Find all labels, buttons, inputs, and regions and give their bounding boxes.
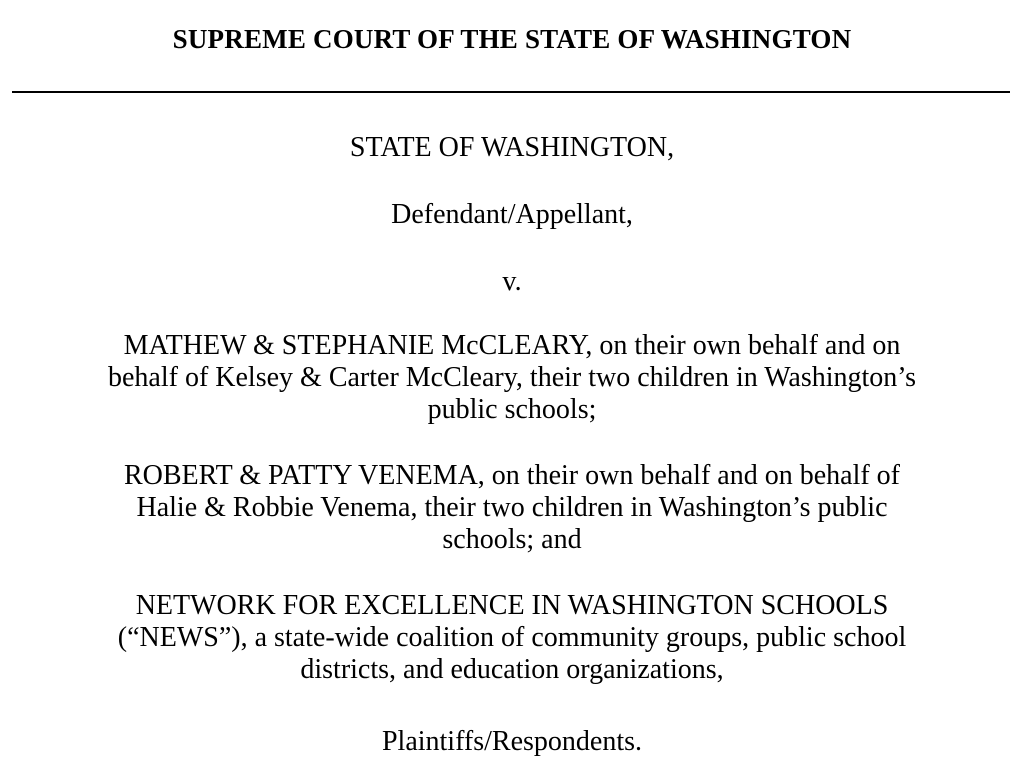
respondent-line: Halie & Robbie Venema, their two children in Washington’s public	[136, 492, 888, 523]
respondent-line: ROBERT & PATTY VENEMA, on their own behalf and on behalf of	[123, 460, 900, 491]
versus-label: v.	[502, 266, 522, 297]
appellant-name: STATE OF WASHINGTON,	[349, 132, 675, 163]
respondent-line: (“NEWS”), a state-wide coalition of community groups, public school	[117, 622, 907, 653]
title-divider	[12, 91, 1010, 93]
respondent-line: schools; and	[442, 524, 582, 555]
respondent-line: districts, and education organizations,	[300, 654, 724, 685]
respondent-line: NETWORK FOR EXCELLENCE IN WASHINGTON SCHOOLS	[135, 590, 889, 621]
respondent-mccleary	[0, 330, 1024, 426]
respondent-venema	[0, 460, 1024, 556]
respondent-line: public schools;	[427, 394, 597, 425]
appellant-role: Defendant/Appellant,	[391, 199, 633, 230]
respondent-role: Plaintiffs/Respondents.	[381, 726, 643, 757]
respondent-line: MATHEW & STEPHANIE McCLEARY, on their own behalf and on	[123, 330, 901, 361]
respondent-line: behalf of Kelsey & Carter McCleary, their two children in Washington’s	[108, 362, 916, 393]
court-title: SUPREME COURT OF THE STATE OF WASHINGTON	[172, 24, 852, 54]
respondent-news	[0, 590, 1024, 686]
